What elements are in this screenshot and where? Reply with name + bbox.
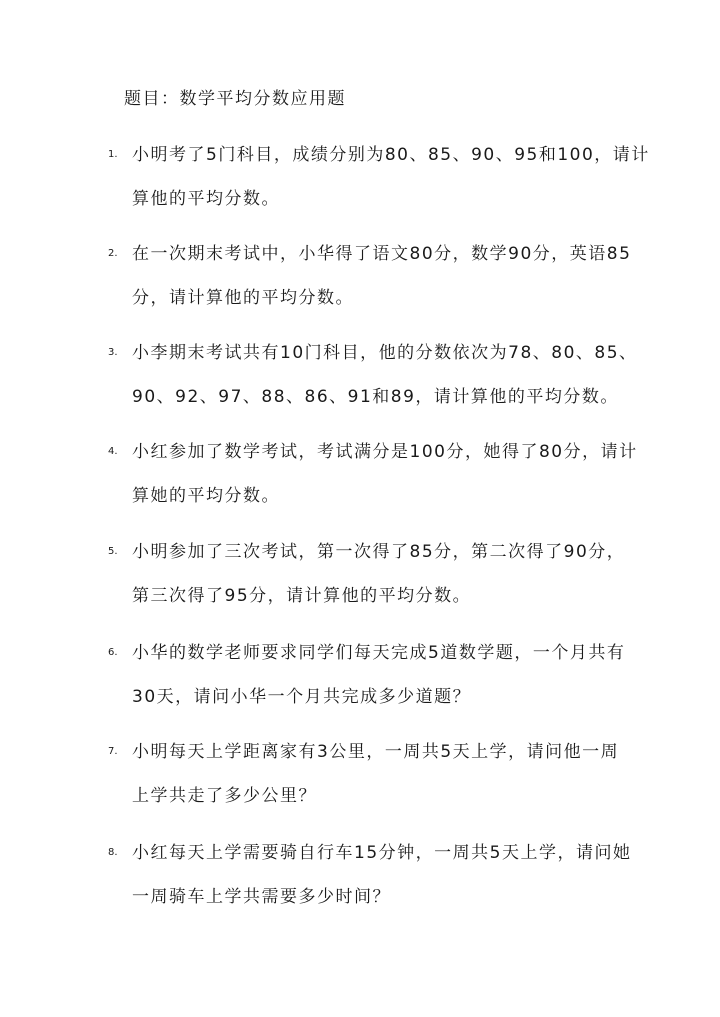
question-text-line: 一周骑车上学共需要多少时间？ — [132, 887, 391, 907]
question-text-line: 在一次期末考试中，小华得了语文80分，数学90分，英语85 — [132, 244, 632, 264]
question-number: 2. — [108, 248, 118, 259]
question-number: 5. — [108, 546, 118, 557]
question-text-line: 小李期末考试共有10门科目，他的分数依次为78、80、85、 — [132, 343, 638, 363]
question-number: 6. — [108, 647, 118, 658]
question-number: 7. — [108, 746, 118, 757]
question-text-line: 分，请计算他的平均分数。 — [132, 288, 354, 308]
question-text-line: 小明参加了三次考试，第一次得了85分，第二次得了90分， — [132, 542, 626, 562]
question-number: 1. — [108, 149, 118, 160]
question-text-line: 算她的平均分数。 — [132, 486, 280, 506]
question-text-line: 小红参加了数学考试，考试满分是100分，她得了80分，请计 — [132, 442, 638, 462]
question-text-line: 第三次得了95分，请计算他的平均分数。 — [132, 586, 472, 606]
question-number: 3. — [108, 347, 118, 358]
question-text-line: 小明考了5门科目，成绩分别为80、85、90、95和100，请计 — [132, 145, 650, 165]
question-number: 4. — [108, 446, 118, 457]
question-number: 8. — [108, 847, 118, 858]
question-text-line: 30天，请问小华一个月共完成多少道题？ — [132, 687, 472, 707]
question-text-line: 上学共走了多少公里？ — [132, 786, 317, 806]
question-text-line: 小明每天上学距离家有3公里，一周共5天上学，请问他一周 — [132, 742, 620, 762]
question-text-line: 90、92、97、88、86、91和89，请计算他的平均分数。 — [132, 387, 619, 407]
question-text-line: 小华的数学老师要求同学们每天完成5道数学题，一个月共有 — [132, 643, 626, 663]
question-text-line: 小红每天上学需要骑自行车15分钟，一周共5天上学，请问她 — [132, 843, 632, 863]
document-title: 题目：数学平均分数应用题 — [124, 89, 346, 109]
question-text-line: 算他的平均分数。 — [132, 189, 280, 209]
